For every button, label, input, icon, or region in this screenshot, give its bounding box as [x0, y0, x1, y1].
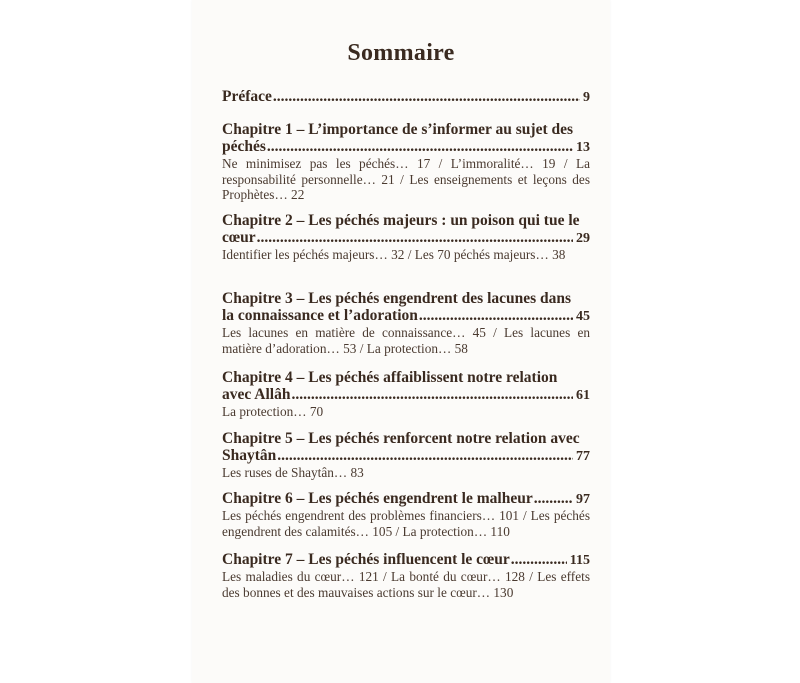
toc-entry-chapter-2: [222, 212, 590, 263]
chapter-heading: Chapitre 4 – Les péchés affaiblissent notre relation: [222, 369, 558, 386]
leader-dots: [257, 229, 573, 246]
leader-dots: [267, 138, 573, 155]
book-page: [192, 0, 610, 683]
toc-entry-chapter-3: [222, 290, 590, 356]
toc-entry-chapter-1: [222, 121, 590, 203]
toc-entry-preface: [222, 88, 590, 106]
toc-page-number: 61: [576, 388, 590, 403]
toc-entry-chapter-6: [222, 490, 590, 539]
toc-page-number: 13: [576, 140, 590, 155]
chapter-sections: La protection… 70: [222, 404, 324, 419]
chapter-heading: Chapitre 1 – L’importance de s’informer au sujet des: [222, 121, 574, 138]
chapter-sections: Les péchés engendrent des problèmes financiers… 101 / Les péchés engendrent des calamités… 105 / La protection… 110: [222, 508, 590, 539]
chapter-heading: Chapitre 7 – Les péchés influencent le cœur: [222, 551, 510, 568]
leader-dots: [273, 88, 580, 105]
chapter-heading: Chapitre 2 – Les péchés majeurs : un poison qui tue le: [222, 212, 580, 229]
chapter-sections: Les maladies du cœur… 121 / La bonté du cœur… 128 / Les effets des bonnes et des mauvaises actions sur le cœur… 130: [222, 569, 590, 600]
chapter-sections: Ne minimisez pas les péchés… 17 / L’immoralité… 19 / La responsabilité personnelle… 21 / Les enseignements et leçons des Prophètes… 22: [222, 156, 590, 202]
toc-page-number: 29: [576, 231, 590, 246]
leader-dots: [277, 447, 573, 464]
chapter-heading-cont: Shaytân: [222, 447, 277, 464]
chapter-heading-cont: la connaissance et l’adoration: [222, 307, 418, 324]
toc-entry-chapter-5: [222, 430, 590, 481]
toc-page-number: 9: [583, 90, 590, 105]
chapter-sections: Identifier les péchés majeurs… 32 / Les 70 péchés majeurs… 38: [222, 247, 566, 262]
chapter-heading: Chapitre 5 – Les péchés renforcent notre relation avec: [222, 430, 580, 447]
toc-entry-chapter-7: [222, 551, 590, 600]
leader-dots: [511, 551, 567, 568]
page-title: Sommaire: [347, 40, 455, 66]
chapter-heading: Chapitre 6 – Les péchés engendrent le malheur: [222, 490, 533, 507]
chapter-heading-cont: cœur: [222, 229, 256, 246]
leader-dots: [419, 307, 573, 324]
toc-page-number: 45: [576, 309, 590, 324]
toc-page-number: 97: [576, 492, 590, 507]
leader-dots: [291, 386, 573, 403]
chapter-sections: Les lacunes en matière de connaissance… 45 / Les lacunes en matière d’adoration… 53 / La protection… 58: [222, 325, 590, 356]
toc-page-number: 77: [576, 449, 590, 464]
toc-label: Préface: [222, 88, 272, 105]
toc-page-number: 115: [569, 553, 590, 568]
chapter-sections: Les ruses de Shaytân… 83: [222, 465, 364, 480]
leader-dots: [534, 490, 573, 507]
chapter-heading: Chapitre 3 – Les péchés engendrent des lacunes dans: [222, 290, 572, 307]
chapter-heading-cont: avec Allâh: [222, 386, 291, 403]
toc-entry-chapter-4: [222, 369, 590, 420]
chapter-heading-cont: péchés: [222, 138, 266, 155]
